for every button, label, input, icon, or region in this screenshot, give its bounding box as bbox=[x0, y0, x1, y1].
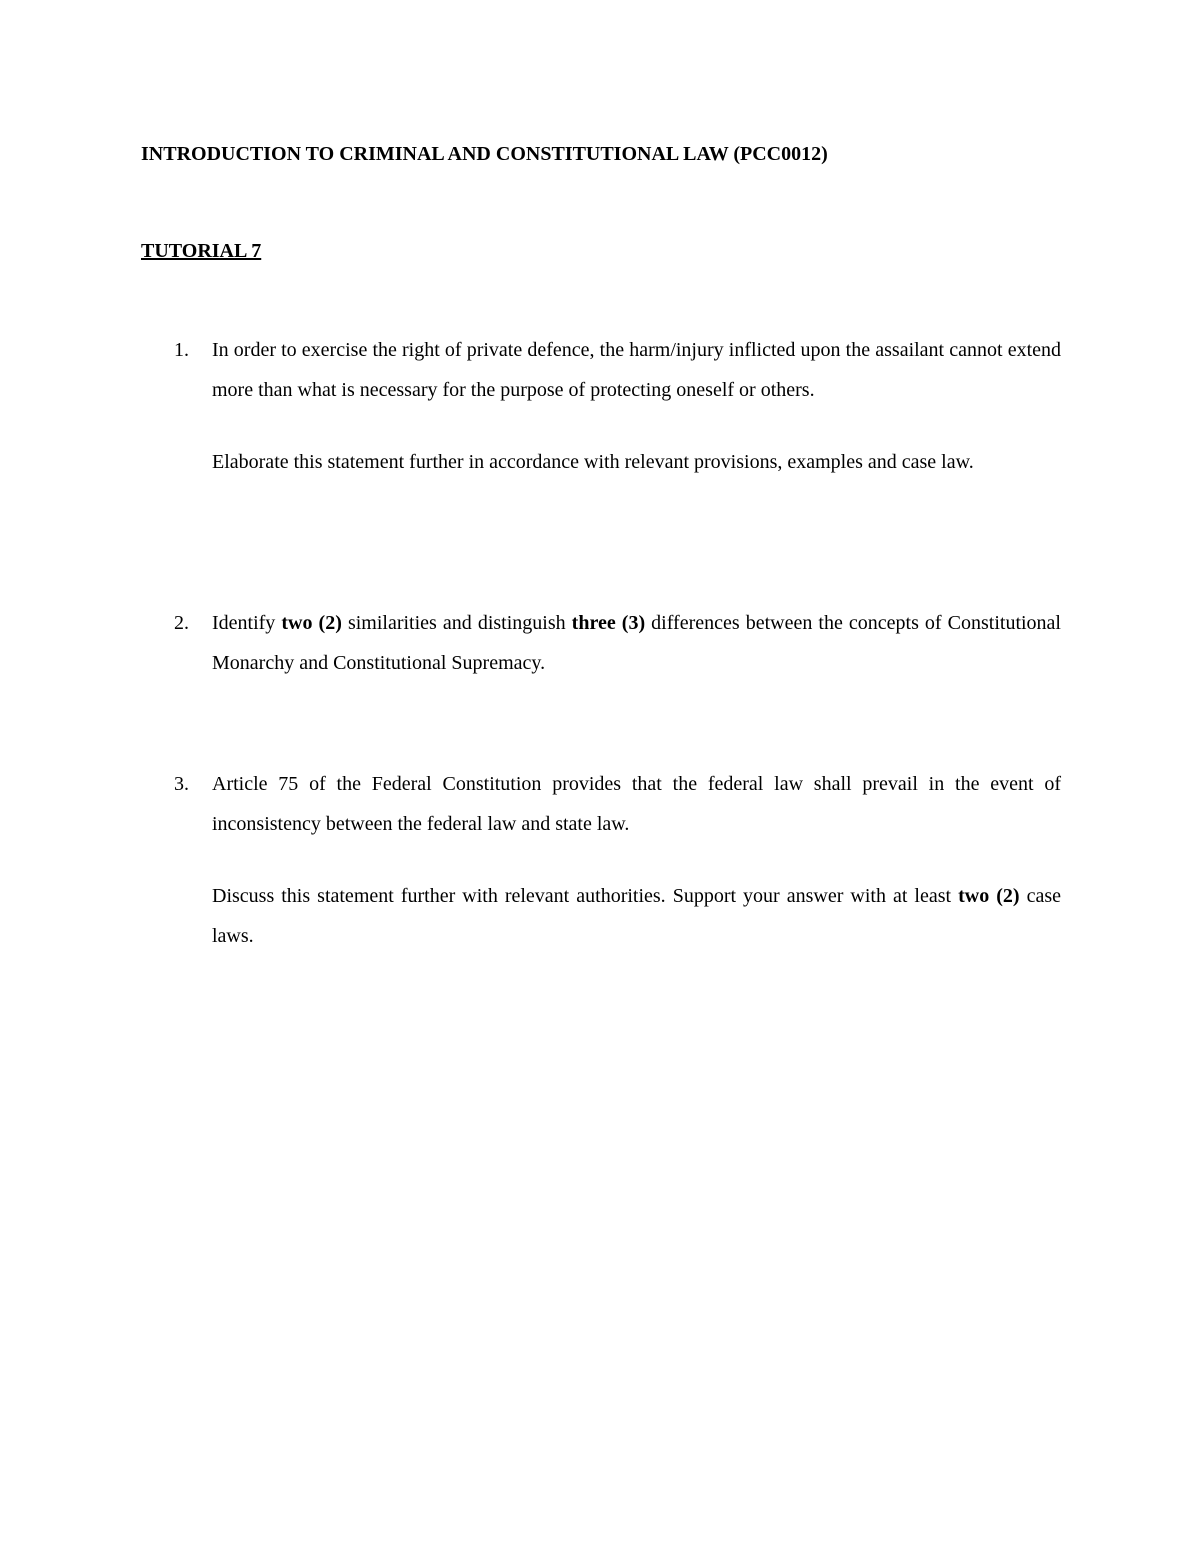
question-body bbox=[212, 603, 1061, 683]
question-text bbox=[212, 603, 1061, 683]
emphasis-text: two (2) bbox=[958, 885, 1020, 907]
text-segment: Discuss this statement further with relevant authorities. Support your answer with at least bbox=[212, 885, 959, 907]
text-segment: differences between the concepts of Constitutional Monarchy and Constitutional Supremacy. bbox=[212, 612, 1061, 674]
question-follow-up bbox=[212, 876, 1061, 956]
text-segment: case laws. bbox=[212, 885, 1061, 947]
question-2 bbox=[141, 603, 1061, 683]
question-number: 3. bbox=[174, 773, 189, 795]
question-text: In order to exercise the right of private defence, the harm/injury inflicted upon the assailant cannot extend more than what is necessary for the purpose of protecting oneself or others. bbox=[212, 339, 1061, 401]
question-number: 1. bbox=[174, 339, 189, 361]
question-body bbox=[212, 764, 1061, 956]
question-1 bbox=[141, 330, 1061, 482]
text-segment: Identify bbox=[212, 612, 282, 634]
question-follow-up: Elaborate this statement further in accordance with relevant provisions, examples and case law. bbox=[212, 451, 974, 473]
question-body bbox=[212, 330, 1061, 482]
text-segment: similarities and distinguish bbox=[341, 612, 572, 634]
question-text: Article 75 of the Federal Constitution provides that the federal law shall prevail in the event of inconsistency between the federal law and state law. bbox=[212, 773, 1061, 835]
question-3 bbox=[141, 764, 1061, 956]
tutorial-heading: TUTORIAL 7 bbox=[141, 240, 262, 262]
emphasis-text: two (2) bbox=[281, 612, 342, 634]
emphasis-text: three (3) bbox=[571, 612, 646, 634]
question-number: 2. bbox=[174, 612, 189, 634]
course-title: INTRODUCTION TO CRIMINAL AND CONSTITUTIONAL LAW (PCC0012) bbox=[141, 143, 828, 165]
